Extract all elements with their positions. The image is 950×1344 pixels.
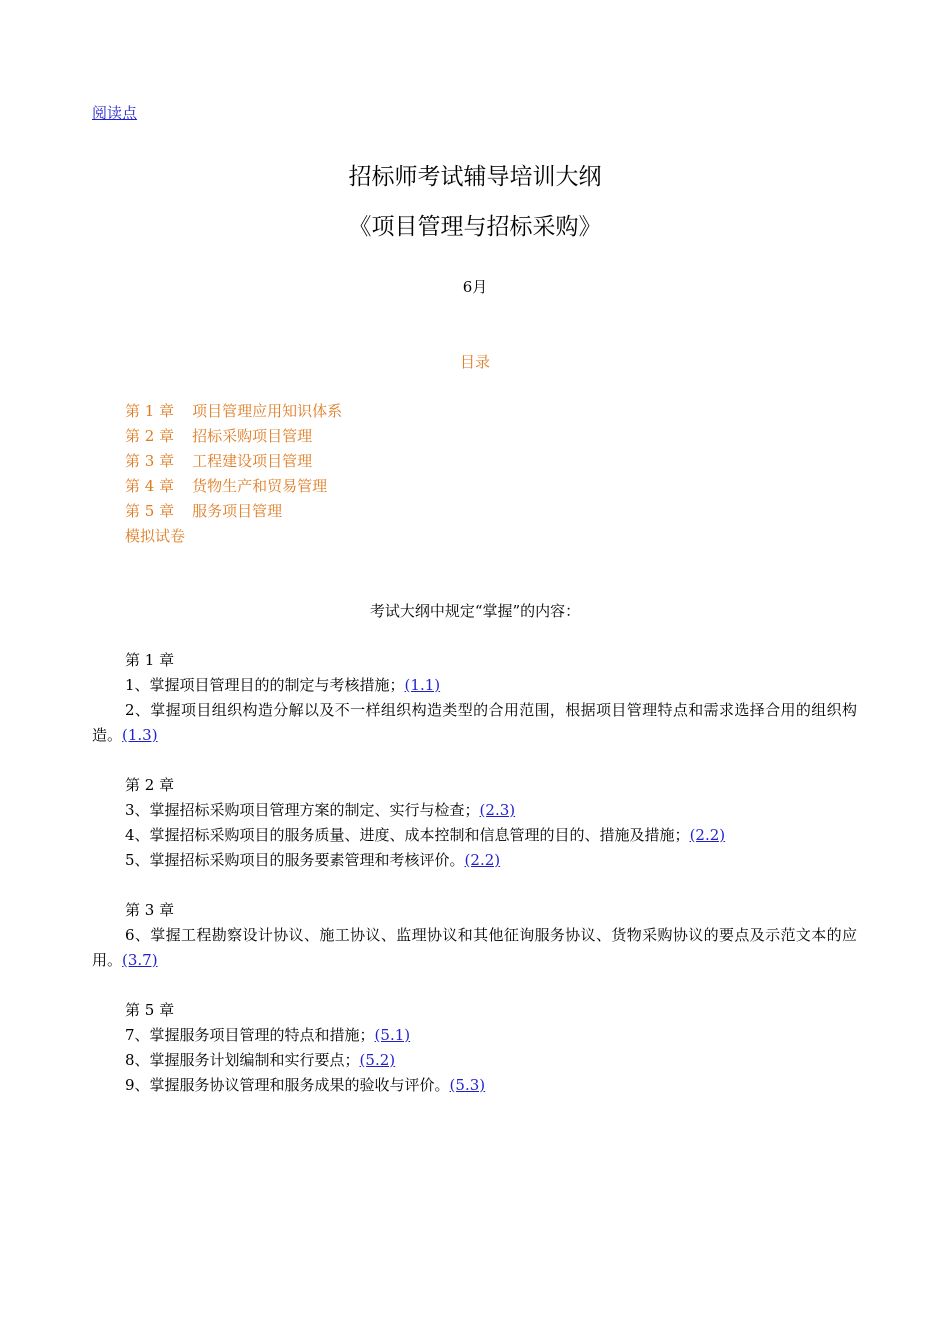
toc-item-chapter-4[interactable]	[125, 474, 342, 499]
toc-heading: 目录	[459, 353, 490, 371]
outline-content	[92, 648, 857, 1123]
toc-item-chapter: 第 2 章	[125, 427, 175, 445]
outline-group-chapter-3	[92, 898, 857, 973]
outline-chapter-label: 第 1 章	[125, 651, 175, 669]
outline-item-text: 2、掌握项目组织构造分解以及不一样组织构造类型的合用范围，根据项目管理特点和需求选择合用的组织构造。	[92, 701, 857, 744]
toc-item-chapter-5[interactable]	[125, 499, 342, 524]
toc-item-mock-exam[interactable]	[125, 524, 342, 549]
toc-item-chapter: 第 4 章	[125, 477, 175, 495]
outline-heading: 考试大纲中规定“掌握”的内容：	[369, 602, 581, 620]
document-title: 招标师考试辅导培训大纲	[348, 164, 602, 190]
outline-item	[92, 923, 857, 973]
outline-item-text: 4、掌握招标采购项目的服务质量、进度、成本控制和信息管理的目的、措施及措施；	[125, 826, 690, 844]
section-ref-link[interactable]: (2.3)	[479, 801, 516, 819]
section-ref-link[interactable]: (5.2)	[359, 1051, 396, 1069]
outline-item	[92, 823, 857, 848]
read-link[interactable]: 阅读点	[92, 104, 138, 122]
toc-item-chapter: 第 1 章	[125, 402, 175, 420]
outline-item-text: 1、掌握项目管理目的的制定与考核措施；	[125, 676, 405, 694]
document-date: 6月	[462, 278, 488, 296]
outline-item	[92, 1073, 857, 1098]
toc-item-name: 工程建设项目管理	[192, 452, 313, 470]
toc-item-name: 货物生产和贸易管理	[192, 477, 328, 495]
toc-list	[125, 399, 342, 549]
outline-group-chapter-2	[92, 773, 857, 873]
outline-item-text: 8、掌握服务计划编制和实行要点；	[125, 1051, 360, 1069]
document-subtitle: 《项目管理与招标采购》	[348, 214, 602, 240]
outline-item	[92, 1023, 857, 1048]
toc-item-name: 项目管理应用知识体系	[192, 402, 343, 420]
outline-chapter-label: 第 3 章	[125, 901, 175, 919]
toc-item-chapter: 模拟试卷	[125, 527, 186, 545]
outline-item	[92, 1048, 857, 1073]
outline-item-text: 6、掌握工程勘察设计协议、施工协议、监理协议和其他征询服务协议、货物采购协议的要点及示范文本的应用。	[92, 926, 857, 969]
section-ref-link[interactable]: (5.3)	[449, 1076, 486, 1094]
outline-item-text: 9、掌握服务协议管理和服务成果的验收与评价。	[125, 1076, 450, 1094]
toc-item-name: 服务项目管理	[192, 502, 283, 520]
outline-item	[92, 798, 857, 823]
section-ref-link[interactable]: (2.2)	[689, 826, 726, 844]
toc-item-chapter-3[interactable]	[125, 449, 342, 474]
section-ref-link[interactable]: (1.3)	[122, 726, 158, 744]
outline-item	[92, 673, 857, 698]
section-ref-link[interactable]: (2.2)	[464, 851, 501, 869]
section-ref-link[interactable]: (1.1)	[404, 676, 441, 694]
outline-chapter-label: 第 2 章	[125, 776, 175, 794]
toc-item-chapter-1[interactable]	[125, 399, 342, 424]
toc-item-chapter-2[interactable]	[125, 424, 342, 449]
toc-item-chapter: 第 3 章	[125, 452, 175, 470]
outline-item	[92, 848, 857, 873]
section-ref-link[interactable]: (3.7)	[122, 951, 158, 969]
outline-item-text: 5、掌握招标采购项目的服务要素管理和考核评价。	[125, 851, 465, 869]
outline-item-text: 3、掌握招标采购项目管理方案的制定、实行与检查；	[125, 801, 480, 819]
outline-group-chapter-5	[92, 998, 857, 1098]
outline-item-text: 7、掌握服务项目管理的特点和措施；	[125, 1026, 375, 1044]
toc-item-name: 招标采购项目管理	[192, 427, 313, 445]
outline-item	[92, 698, 857, 748]
section-ref-link[interactable]: (5.1)	[374, 1026, 411, 1044]
toc-item-chapter: 第 5 章	[125, 502, 175, 520]
outline-group-chapter-1	[92, 648, 857, 748]
outline-chapter-label: 第 5 章	[125, 1001, 175, 1019]
